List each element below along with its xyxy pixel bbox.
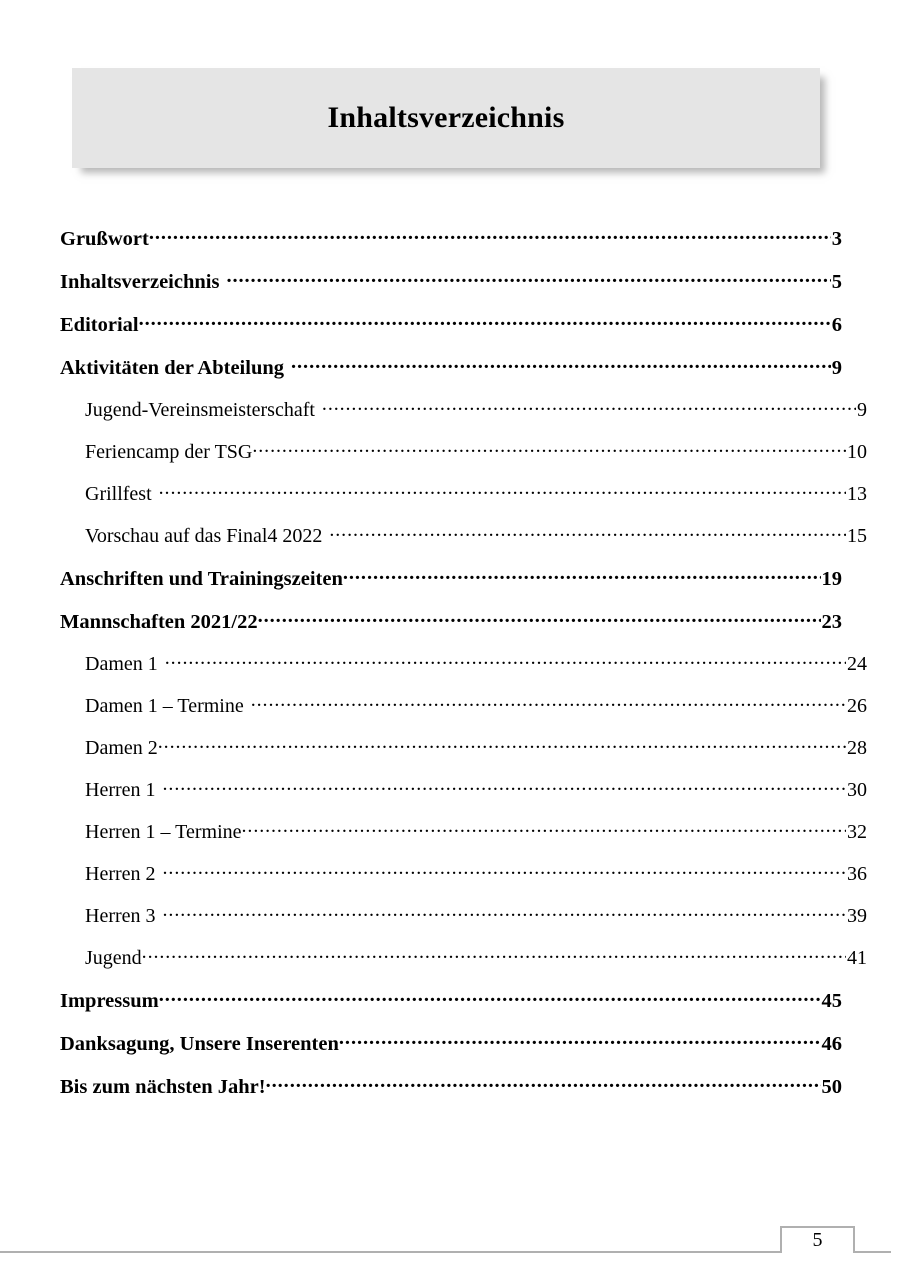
toc-entry-page-number: 13 <box>847 483 867 505</box>
toc-entry[interactable] <box>60 522 867 564</box>
toc-leader-dots <box>142 944 846 964</box>
toc-entry-label: Herren 1 – Termine <box>85 821 242 843</box>
toc-entry[interactable] <box>60 267 842 310</box>
toc-entry[interactable] <box>60 986 842 1029</box>
toc-entry[interactable] <box>60 692 867 734</box>
page-footer <box>0 1226 902 1280</box>
toc-entry[interactable] <box>60 480 867 522</box>
toc-leader-dots <box>291 353 831 374</box>
toc-entry-label: Bis zum nächsten Jahr! <box>60 1075 266 1098</box>
toc-entry-label: Editorial <box>60 313 139 336</box>
toc-leader-dots <box>163 902 846 922</box>
toc-entry-label: Mannschaften 2021/22 <box>60 610 258 633</box>
toc-entry[interactable] <box>60 224 842 267</box>
toc-leader-dots <box>322 396 856 416</box>
toc-entry[interactable] <box>60 438 867 480</box>
toc-entry-page-number: 9 <box>831 356 842 379</box>
toc-leader-dots <box>329 522 846 542</box>
toc-entry[interactable] <box>60 818 867 860</box>
toc-entry-label: Jugend-Vereinsmeisterschaft <box>85 399 315 421</box>
toc-entry-page-number: 9 <box>857 399 867 421</box>
toc-leader-dots <box>252 438 846 458</box>
table-of-contents <box>60 224 867 1115</box>
toc-leader-dots <box>159 480 846 500</box>
toc-leader-dots <box>163 860 846 880</box>
toc-entry-page-number: 41 <box>847 947 867 969</box>
toc-entry-page-number: 46 <box>821 1032 842 1055</box>
toc-entry-label: Vorschau auf das Final4 2022 <box>85 525 323 547</box>
toc-entry-label: Damen 1 <box>85 653 158 675</box>
toc-entry[interactable] <box>60 734 867 776</box>
toc-entry-page-number: 19 <box>821 567 842 590</box>
toc-entry-label: Herren 1 <box>85 779 156 801</box>
toc-entry-page-number: 36 <box>847 863 867 885</box>
toc-entry-label: Feriencamp der TSG <box>85 441 253 463</box>
toc-entry-page-number: 24 <box>847 653 867 675</box>
toc-entry-page-number: 3 <box>831 227 842 250</box>
page-title: Inhaltsverzeichnis <box>327 101 565 134</box>
toc-entry-page-number: 10 <box>847 441 867 463</box>
toc-entry[interactable] <box>60 1029 842 1072</box>
toc-leader-dots <box>163 776 846 796</box>
toc-leader-dots <box>266 1072 821 1093</box>
toc-entry-page-number: 32 <box>847 821 867 843</box>
toc-leader-dots <box>242 818 846 838</box>
toc-entry-label: Herren 2 <box>85 863 156 885</box>
toc-entry-page-number: 6 <box>831 313 842 336</box>
toc-leader-dots <box>149 224 831 245</box>
toc-entry-label: Inhaltsverzeichnis <box>60 270 220 293</box>
toc-entry-page-number: 39 <box>847 905 867 927</box>
toc-leader-dots <box>165 650 846 670</box>
toc-entry[interactable] <box>60 1072 842 1115</box>
page-title-box <box>72 68 820 168</box>
toc-leader-dots <box>339 1029 821 1050</box>
footer-rule-left <box>0 1251 781 1253</box>
toc-entry[interactable] <box>60 902 867 944</box>
toc-entry-page-number: 5 <box>831 270 842 293</box>
toc-leader-dots <box>251 692 846 712</box>
toc-entry-label: Grillfest <box>85 483 152 505</box>
toc-entry[interactable] <box>60 944 867 986</box>
toc-entry[interactable] <box>60 564 842 607</box>
toc-entry-label: Damen 1 – Termine <box>85 695 244 717</box>
toc-entry-page-number: 50 <box>821 1075 842 1098</box>
toc-leader-dots <box>226 267 830 288</box>
toc-entry[interactable] <box>60 353 842 396</box>
toc-entry-page-number: 15 <box>847 525 867 547</box>
toc-leader-dots <box>159 986 821 1007</box>
toc-entry-page-number: 30 <box>847 779 867 801</box>
toc-leader-dots <box>139 310 831 331</box>
toc-entry[interactable] <box>60 396 867 438</box>
toc-entry-label: Aktivitäten der Abteilung <box>60 356 284 379</box>
toc-entry[interactable] <box>60 607 842 650</box>
toc-entry-label: Impressum <box>60 989 159 1012</box>
footer-page-number-tab <box>780 1226 855 1253</box>
footer-rule-right <box>855 1251 891 1253</box>
toc-entry[interactable] <box>60 860 867 902</box>
toc-leader-dots <box>158 734 846 754</box>
toc-entry-page-number: 45 <box>821 989 842 1012</box>
toc-leader-dots <box>258 607 821 628</box>
toc-entry-label: Danksagung, Unsere Inserenten <box>60 1032 339 1055</box>
toc-leader-dots <box>343 564 821 585</box>
footer-page-number: 5 <box>812 1229 823 1251</box>
toc-entry-label: Herren 3 <box>85 905 156 927</box>
toc-entry-label: Anschriften und Trainingszeiten <box>60 567 343 590</box>
toc-entry-label: Grußwort <box>60 227 149 250</box>
toc-entry[interactable] <box>60 310 842 353</box>
toc-entry-page-number: 26 <box>847 695 867 717</box>
toc-entry[interactable] <box>60 650 867 692</box>
toc-entry-label: Damen 2 <box>85 737 158 759</box>
toc-entry-label: Jugend <box>85 947 142 969</box>
toc-entry-page-number: 23 <box>821 610 842 633</box>
toc-entry[interactable] <box>60 776 867 818</box>
toc-entry-page-number: 28 <box>847 737 867 759</box>
